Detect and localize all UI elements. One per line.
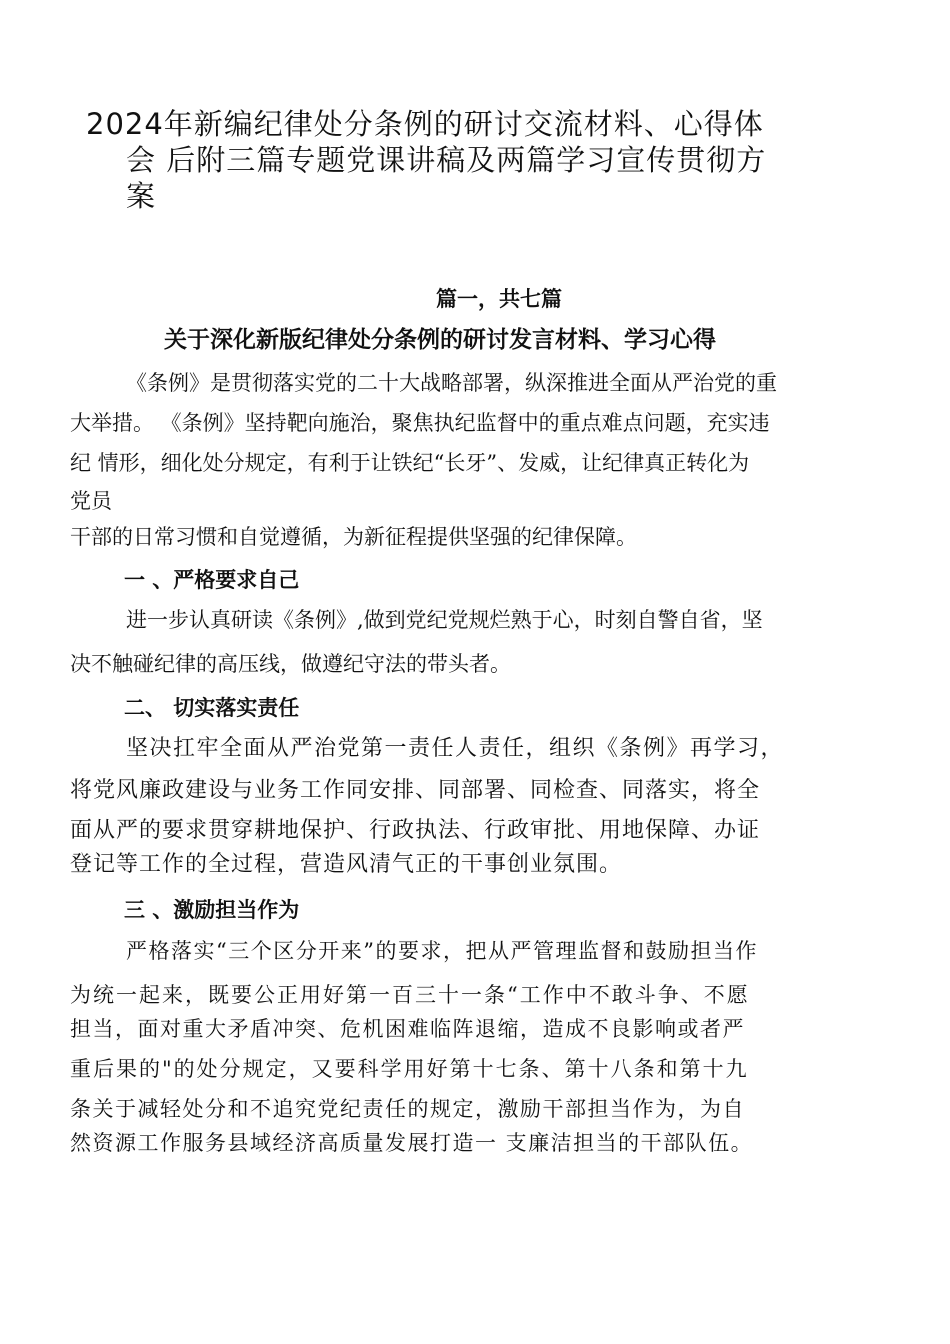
- intro-line-1: 《条例》是贯彻落实党的二十大战略部署，纵深推进全面从严治党的重: [126, 371, 777, 395]
- intro-line-4: 党员: [70, 489, 112, 513]
- section-1-line-2: 决不触碰纪律的高压线，做遵纪守法的带头者。: [70, 652, 511, 676]
- section-2-line-3: 面从严的要求贯穿耕地保护、行政执法、行政审批、用地保障、办证: [70, 818, 761, 843]
- section-1-line-1: 进一步认真研读《条例》,做到党纪党规烂熟于心，时刻自警自省，坚: [126, 608, 763, 632]
- section-1-heading: 一 、严格要求自己: [124, 568, 300, 592]
- section-3-line-5: 条关于减轻处分和不追究党纪责任的规定，激励干部担当作为，为自: [70, 1097, 745, 1121]
- document-title-line-2: 会 后附三篇专题党课讲稿及两篇学习宣传贯彻方: [126, 143, 767, 177]
- section-2-line-1: 坚决扛牢全面从严治党第一责任人责任，组织《条例》再学习，: [126, 736, 785, 761]
- document-title-line-3: 案: [126, 179, 157, 213]
- intro-line-2: 大举措。 《条例》坚持靶向施治，聚焦执纪监督中的重点难点问题，充实违: [70, 411, 770, 435]
- article-heading: 关于深化新版纪律处分条例的研讨发言材料、学习心得: [164, 327, 716, 353]
- section-3-line-1: 严格落实“三个区分开来”的要求，把从严管理监督和鼓励担当作: [126, 939, 758, 963]
- intro-line-3: 纪 情形，细化处分规定，有利于让铁纪“长牙”、发威，让纪律真正转化为: [70, 451, 750, 475]
- document-title-line-1: 2024年新编纪律处分条例的研讨交流材料、心得体: [86, 107, 764, 141]
- section-3-heading: 三 、激励担当作为: [124, 898, 300, 922]
- section-2-heading: 二、 切实落实责任: [124, 696, 300, 720]
- section-3-line-4: 重后果的"的处分规定，又要科学用好第十七条、第十八条和第十九: [70, 1057, 749, 1081]
- section-3-line-3: 担当，面对重大矛盾冲突、危机困难临阵退缩，造成不良影响或者严: [70, 1017, 745, 1041]
- section-2-line-2: 将党风廉政建设与业务工作同安排、同部署、同检查、同落实，将全: [70, 778, 761, 803]
- section-2-line-4: 登记等工作的全过程，营造风清气正的干事创业氛围。: [70, 852, 623, 877]
- part-label: 篇一，共七篇: [436, 287, 562, 311]
- section-3-line-6: 然资源工作服务县域经济高质量发展打造一 支廉洁担当的干部队伍。: [70, 1131, 754, 1155]
- section-3-line-2: 为统一起来，既要公正用好第一百三十一条“工作中不敢斗争、不愿: [70, 983, 750, 1007]
- intro-line-5: 干部的日常习惯和自觉遵循，为新征程提供坚强的纪律保障。: [70, 525, 637, 549]
